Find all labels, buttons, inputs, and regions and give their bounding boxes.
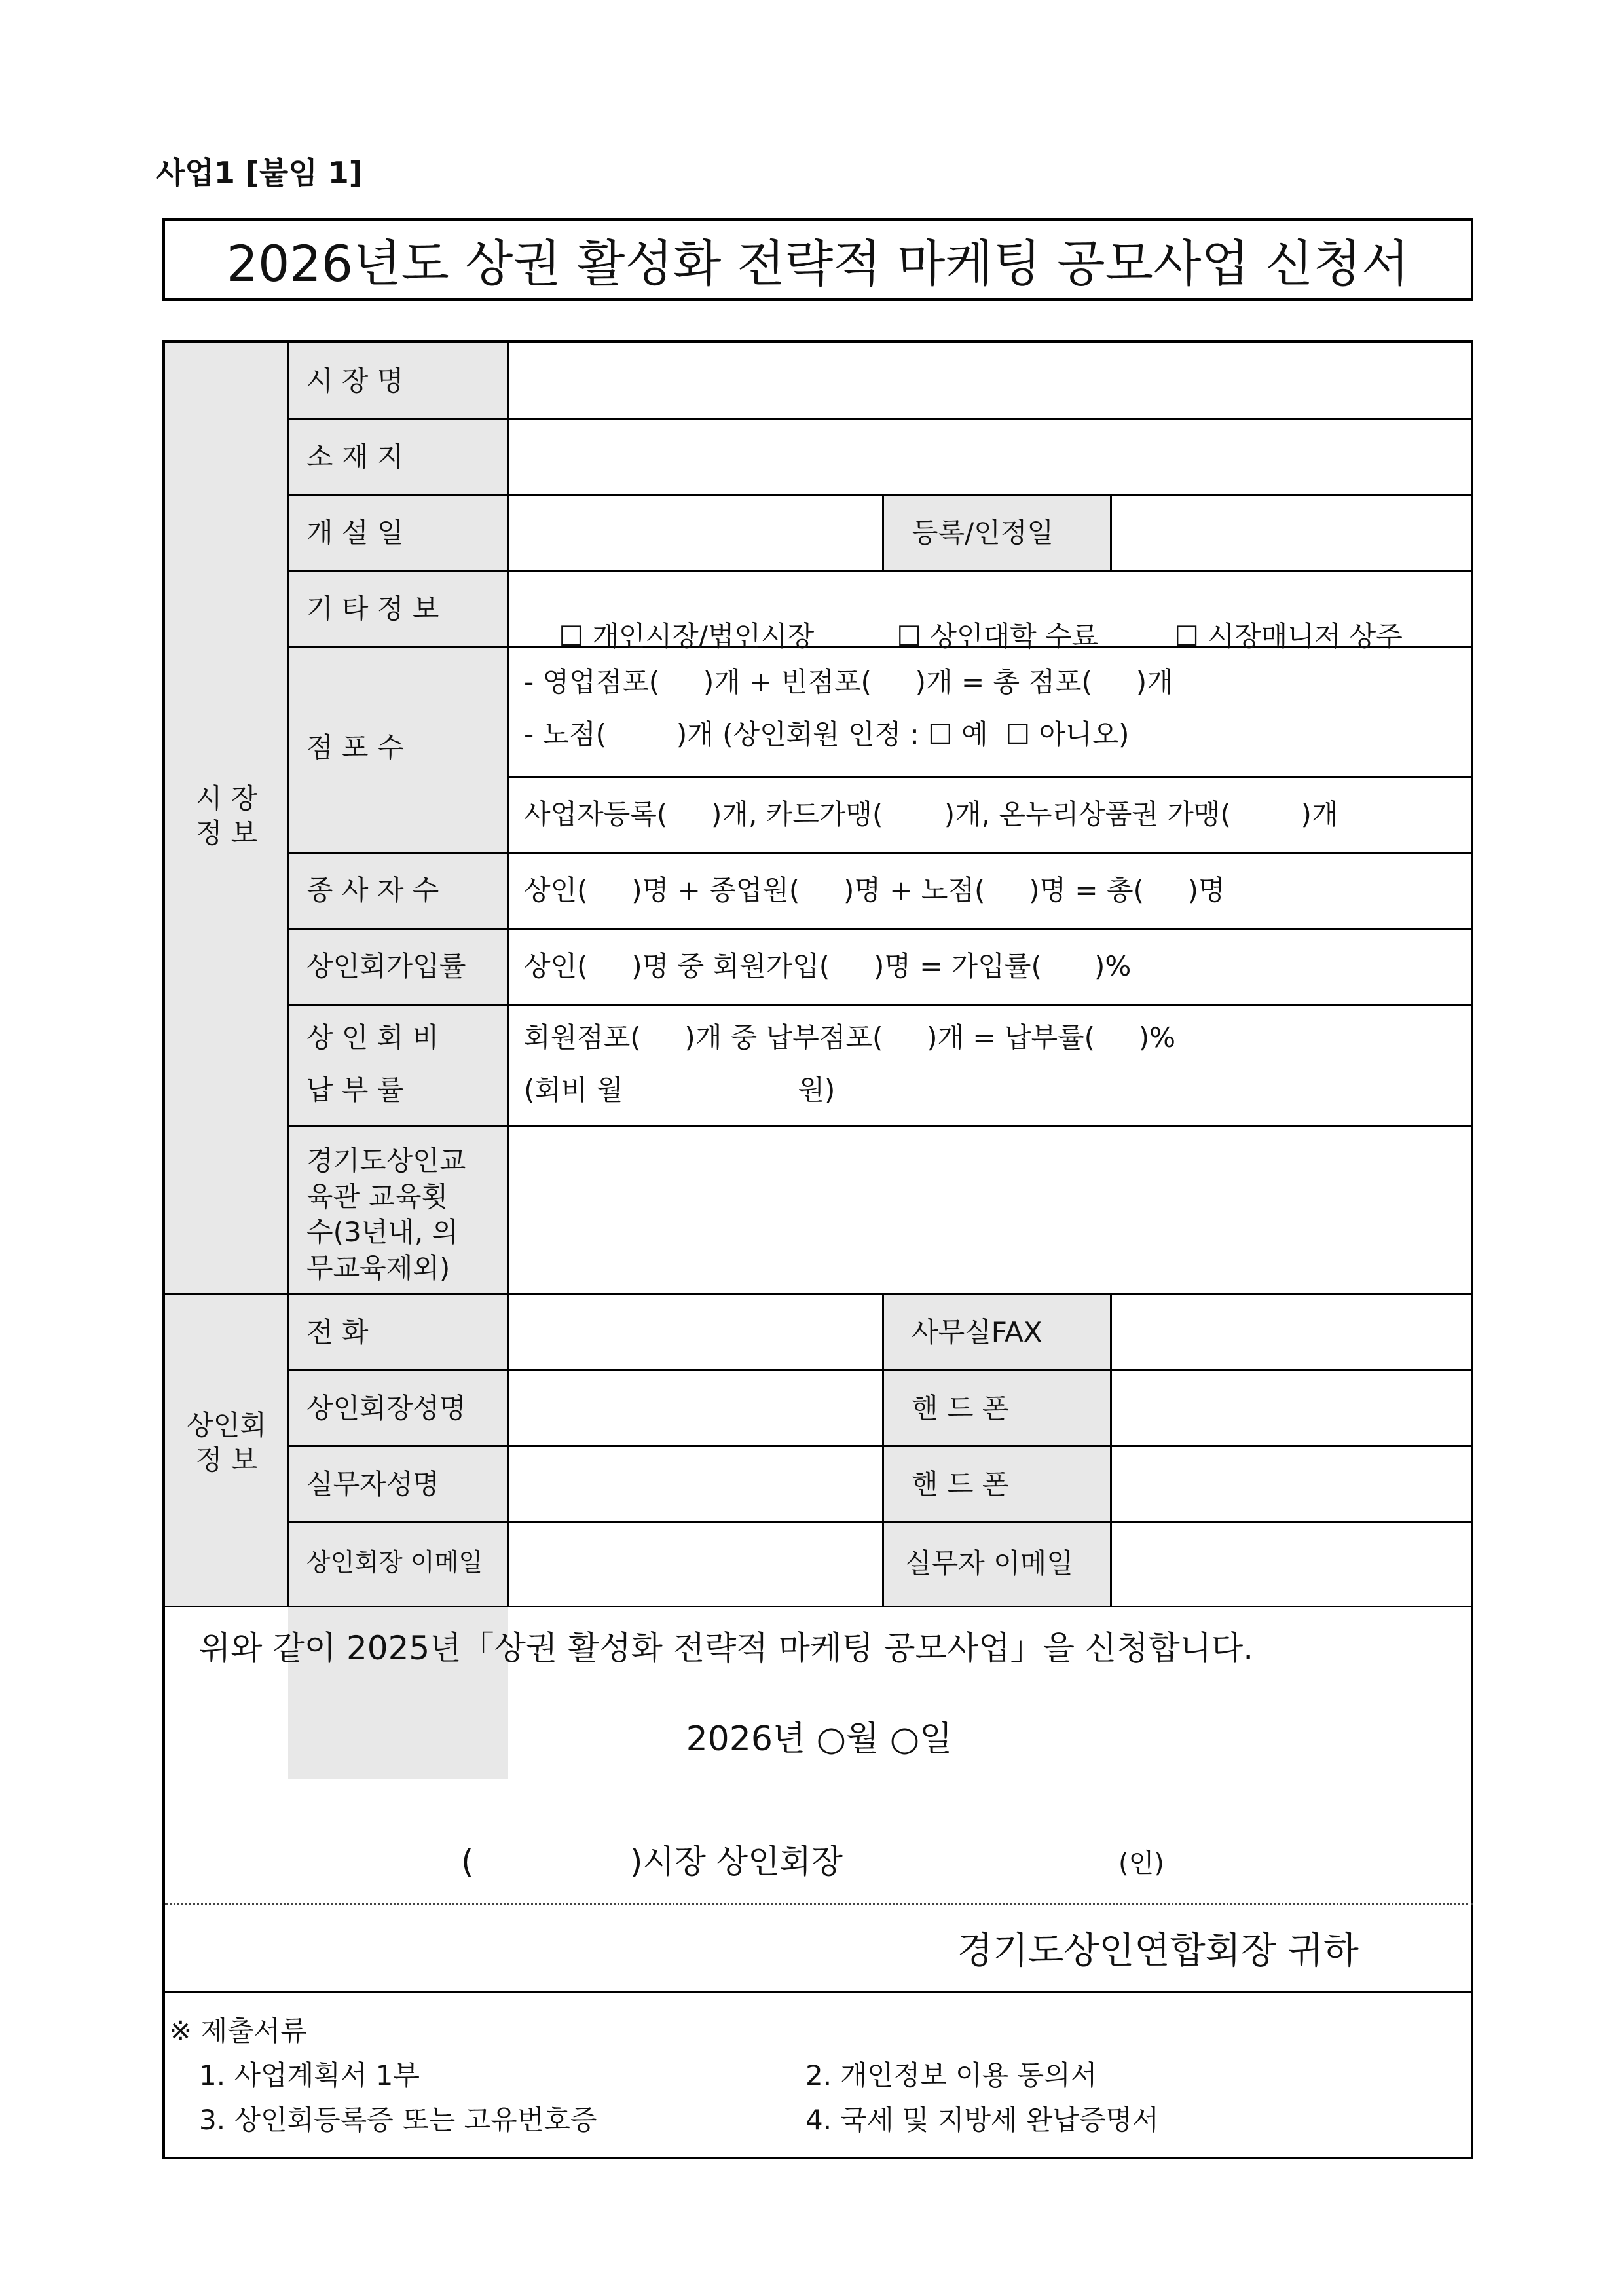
option-market-manager[interactable]: ☐ 시장매니저 상주 <box>1174 620 1403 652</box>
store-count-label: 점 포 수 <box>306 731 404 763</box>
declaration-date: 2026년 ○월 ○일 <box>686 1719 953 1759</box>
declaration-statement: 위와 같이 2025년「상권 활성화 전략적 마케팅 공모사업」을 신청합니다. <box>199 1629 1254 1667</box>
attachments-heading: ※ 제출서류 <box>169 2015 307 2047</box>
market-name-label: 시 장 명 <box>306 365 404 397</box>
store-count-line-3: 사업자등록( )개, 카드가맹( )개, 온누리상품권 가맹( )개 <box>524 798 1338 830</box>
staff-name-label: 실무자성명 <box>306 1468 439 1500</box>
checkbox-icon[interactable]: ☐ <box>896 620 922 652</box>
form-title: 2026년도 상권 활성화 전략적 마케팅 공모사업 신청서 <box>162 218 1473 301</box>
membership-rate-label: 상인회가입률 <box>306 950 466 982</box>
fax-label: 사무실FAX <box>912 1316 1043 1348</box>
education-count-label: 경기도상인교 육관 교육횟 수(3년내, 의 무교육제외) <box>306 1145 466 1284</box>
mobile-label-1: 핸 드 폰 <box>912 1392 1009 1424</box>
market-info-section-label: 시 장 정 보 <box>195 782 258 849</box>
president-name-label: 상인회장성명 <box>306 1392 466 1424</box>
phone-label: 전 화 <box>306 1316 369 1348</box>
addressee: 경기도상인연합회장 귀하 <box>957 1930 1359 1972</box>
doc-label: 사업1 [붙임 1] <box>156 155 363 191</box>
seal-mark: (인) <box>1118 1848 1164 1879</box>
attachment-item-2: 2. 개인정보 이용 동의서 <box>805 2059 1098 2091</box>
dues-rate-line-1: 회원점포( )개 중 납부점포( )개 = 납부률( )% <box>524 1021 1176 1054</box>
store-count-line-2[interactable]: - 노점( )개 (상인회원 인정 : ☐ 예 ☐ 아니오) <box>524 718 1130 750</box>
option-individual-corporate[interactable]: ☐ 개인시장/법인시장 <box>559 620 815 652</box>
store-count-line-1: - 영업점포( )개 + 빈점포( )개 = 총 점포( )개 <box>524 666 1173 698</box>
attachment-item-4: 4. 국세 및 지방세 완납증명서 <box>805 2104 1159 2136</box>
attachment-item-3: 3. 상인회등록증 또는 고유번호증 <box>199 2104 597 2136</box>
open-date-label: 개 설 일 <box>306 517 404 549</box>
attachment-item-1: 1. 사업계획서 1부 <box>199 2059 420 2091</box>
other-info-label: 기 타 정 보 <box>306 593 439 625</box>
mobile-label-2: 핸 드 폰 <box>912 1468 1009 1500</box>
association-info-section-label: 상인회 정 보 <box>187 1409 267 1476</box>
staff-email-label: 실무자 이메일 <box>905 1547 1073 1579</box>
reg-date-label: 등록/인정일 <box>912 517 1054 549</box>
dues-rate-label-1: 상 인 회 비 <box>306 1021 439 1054</box>
dues-rate-line-2: (회비 월 원) <box>524 1074 836 1106</box>
dues-rate-label-2: 납 부 률 <box>306 1074 404 1106</box>
staff-count-value: 상인( )명 + 종업원( )명 + 노점( )명 = 총( )명 <box>524 874 1225 906</box>
president-email-label: 상인회장 이메일 <box>306 1548 483 1577</box>
checkbox-icon[interactable]: ☐ <box>559 620 584 652</box>
staff-count-label: 종 사 자 수 <box>306 874 439 906</box>
membership-rate-value: 상인( )명 중 회원가입( )명 = 가입률( )% <box>524 950 1132 982</box>
signer-line: ( )시장 상인회장 <box>461 1843 843 1881</box>
checkbox-icon[interactable]: ☐ <box>1174 620 1200 652</box>
application-form <box>162 340 1473 2159</box>
option-merchant-college[interactable]: ☐ 상인대학 수료 <box>896 620 1099 652</box>
location-label: 소 재 지 <box>306 441 404 473</box>
